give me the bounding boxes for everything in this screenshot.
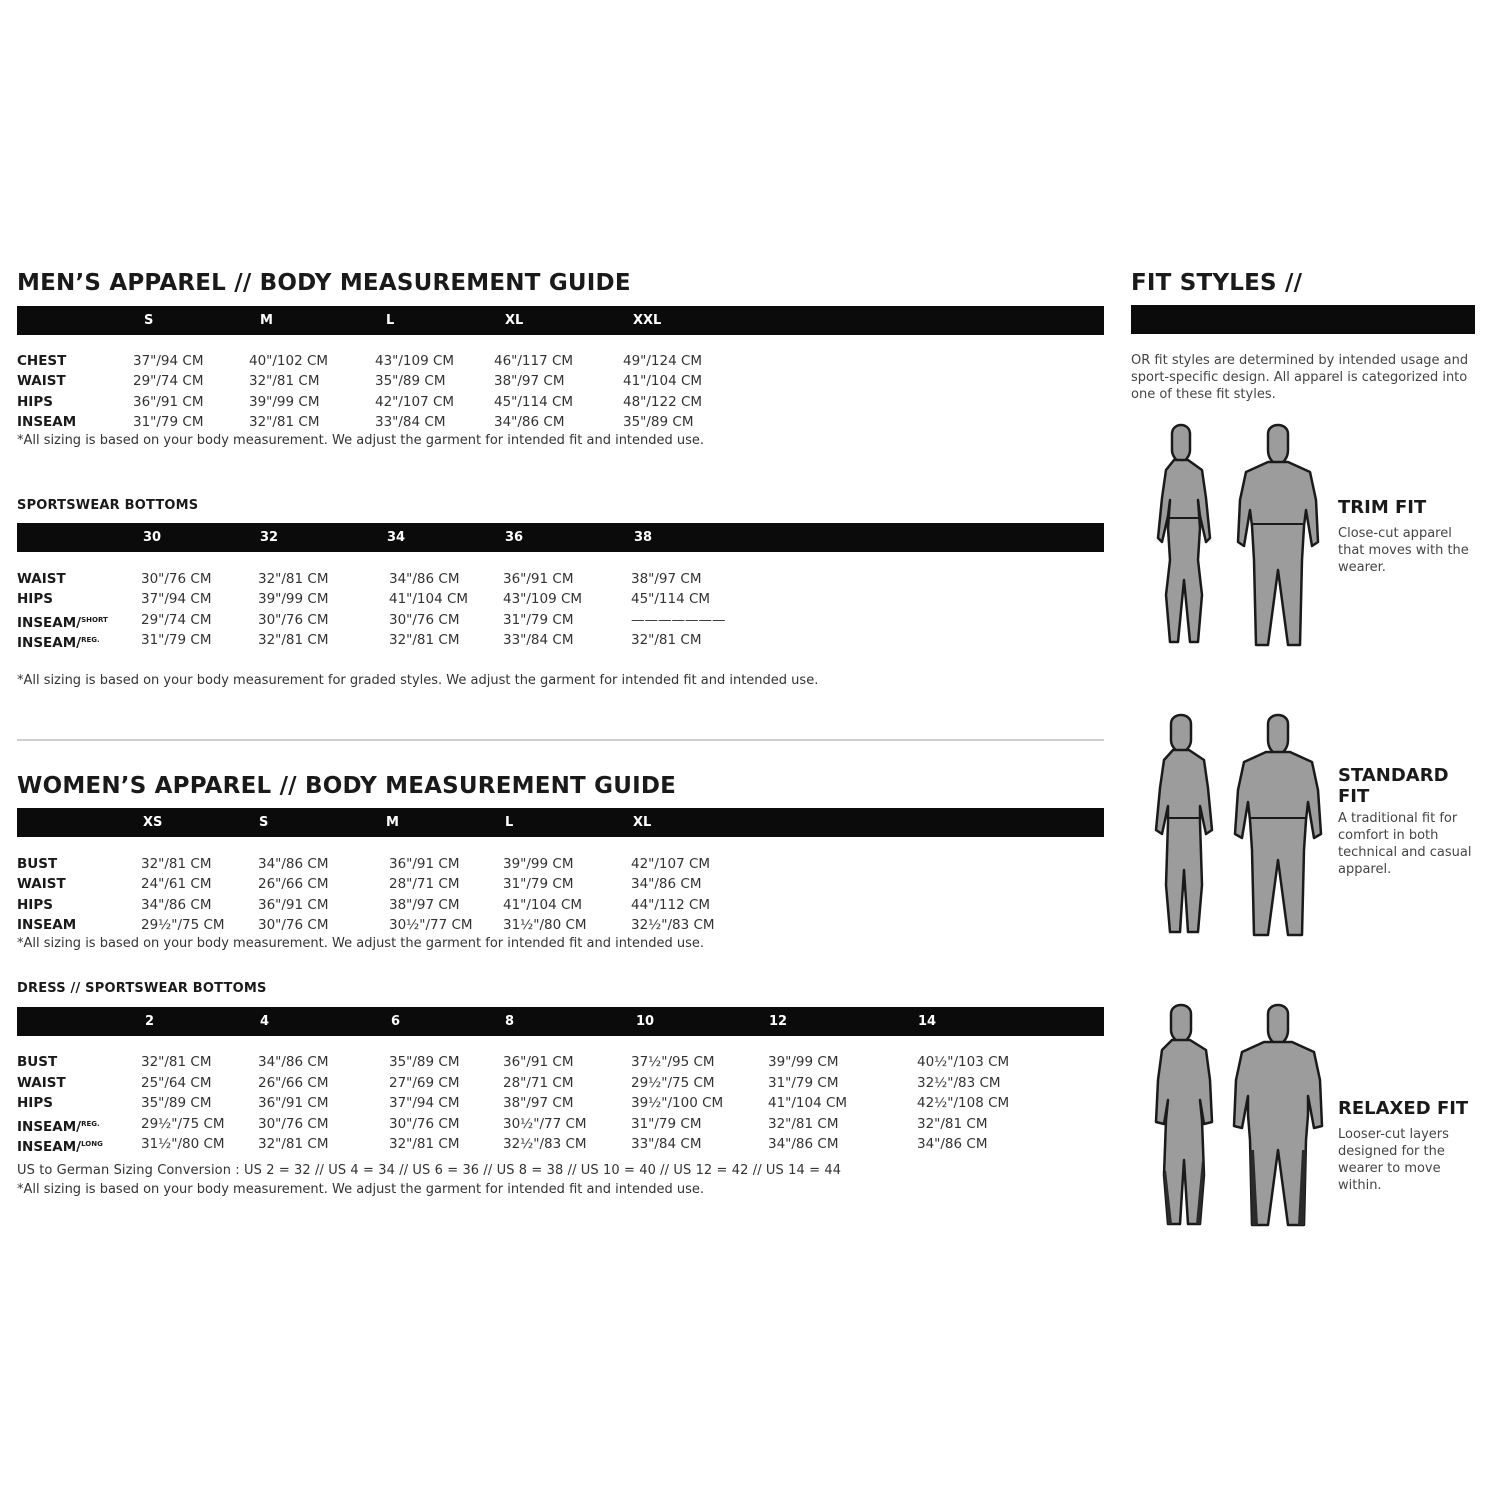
mens-size-xxl: XXL (633, 313, 662, 328)
womens-cell: 36"/91 CM (389, 856, 460, 872)
womens-bottoms-cell: 34"/86 CM (917, 1136, 988, 1152)
womens-size-m: M (386, 815, 399, 830)
womens-bottoms-row-label-text: INSEAM/ (17, 1139, 82, 1155)
mens-bottoms-row-label (17, 569, 66, 589)
womens-row (17, 874, 1104, 894)
mens-bottoms-row-label-text: INSEAM/ (17, 614, 82, 631)
womens-bottoms-cell: 30"/76 CM (389, 1115, 460, 1132)
mens-size-s: S (144, 313, 154, 328)
womens-bottoms-cell: 32"/81 CM (258, 1136, 329, 1152)
womens-bottoms-row (17, 1093, 1104, 1113)
womens-bottoms-cell: 26"/66 CM (258, 1074, 329, 1091)
mens-bottoms-row-label-suffix: SHORT (81, 615, 108, 624)
mens-bottoms-row (17, 589, 1104, 609)
womens-size-l: L (505, 815, 514, 830)
mens-row-label (17, 412, 76, 432)
mens-bottoms-cell: 30"/76 CM (258, 611, 329, 628)
mens-cell: 46"/117 CM (494, 353, 574, 369)
mens-bottoms-cell: 32"/81 CM (631, 631, 702, 648)
womens-bottoms-size-12: 12 (769, 1014, 788, 1029)
womens-bottoms-row-label-text: INSEAM/ (17, 1118, 82, 1135)
womens-cell: 29½"/75 CM (141, 916, 225, 933)
mens-bottoms-cell: 32"/81 CM (258, 571, 329, 587)
womens-cell: 41"/104 CM (503, 896, 583, 913)
womens-bottoms-cell: 32"/81 CM (917, 1115, 988, 1132)
womens-guide-title: WOMEN’S APPAREL // BODY MEASUREMENT GUIDE (17, 773, 677, 799)
womens-bottoms-size-8: 8 (505, 1014, 515, 1029)
mens-row (17, 351, 1104, 371)
trim-fit-figures-icon (1128, 420, 1333, 652)
mens-bottoms-title: SPORTSWEAR BOTTOMS (17, 498, 199, 513)
mens-bottoms-cell: 33"/84 CM (503, 631, 574, 648)
fit-styles-bar (1131, 305, 1475, 334)
mens-bottoms-cell: 34"/86 CM (389, 571, 460, 587)
womens-bottoms-row-label-suffix: LONG (81, 1140, 103, 1148)
mens-row-label-text: INSEAM (17, 413, 77, 430)
womens-bottoms-cell: 35"/89 CM (389, 1054, 460, 1070)
mens-cell: 33"/84 CM (375, 413, 446, 430)
womens-bottoms-cell: 27"/69 CM (389, 1074, 460, 1091)
womens-row (17, 895, 1104, 915)
womens-bottoms-row-label-text: WAIST (17, 1074, 66, 1091)
mens-row-label (17, 392, 53, 412)
mens-cell: 37"/94 CM (133, 353, 204, 369)
womens-size-xl: XL (633, 815, 652, 830)
mens-cell: 35"/89 CM (623, 413, 694, 430)
mens-bottoms-cell: 38"/97 CM (631, 571, 702, 587)
mens-size-l: L (386, 313, 395, 328)
mens-bottoms-row-label (17, 630, 100, 653)
mens-bottoms-cell: 45"/114 CM (631, 591, 711, 608)
womens-cell: 31½"/80 CM (503, 916, 587, 933)
fit-styles-title: FIT STYLES // (1131, 270, 1303, 296)
mens-bottoms-row-label-text: WAIST (17, 571, 66, 587)
mens-cell: 43"/109 CM (375, 353, 455, 369)
mens-size-m: M (260, 313, 273, 328)
mens-cell: 36"/91 CM (133, 393, 204, 410)
womens-bottoms-row-label (17, 1134, 103, 1157)
mens-bottoms-cell: 29"/74 CM (141, 611, 212, 628)
womens-bottoms-row-label (17, 1073, 66, 1093)
womens-bottoms-row-label (17, 1052, 57, 1072)
mens-bottoms-cell: 30"/76 CM (141, 571, 212, 587)
mens-row-label-text: WAIST (17, 373, 66, 390)
womens-bottoms-cell: 28"/71 CM (503, 1074, 574, 1091)
mens-guide-title: MEN’S APPAREL // BODY MEASUREMENT GUIDE (17, 270, 631, 296)
mens-bottoms-cell: 31"/79 CM (503, 611, 574, 628)
womens-bottoms-row-label (17, 1093, 53, 1113)
womens-row-label (17, 895, 53, 915)
trim-fit-desc: Close-cut apparel that moves with the wearer. (1338, 526, 1469, 575)
womens-row (17, 915, 1104, 935)
womens-bottoms-cell: 34"/86 CM (258, 1054, 329, 1070)
relaxed-fit-figures-icon (1128, 1000, 1333, 1232)
mens-bottoms-row (17, 630, 1104, 650)
womens-cell: 34"/86 CM (631, 876, 702, 893)
womens-size-s: S (259, 815, 269, 830)
mens-bottoms-row-label-suffix: REG. (81, 635, 100, 644)
sizing-conversion: US to German Sizing Conversion : US 2 = 32 // US 4 = 34 // US 6 = 36 // US 8 = 38 // US 10 = 40 // US 12 = 42 // US 14 = 44 (17, 1163, 842, 1178)
womens-cell: 38"/97 CM (389, 896, 460, 913)
womens-row-label (17, 874, 66, 894)
mens-note: *All sizing is based on your body measurement. We adjust the garment for intended fit and intended use. (17, 433, 705, 448)
standard-fit-figures-icon (1128, 710, 1333, 942)
standard-fit-title: STANDARD FIT (1338, 765, 1449, 807)
mens-bottoms-row-label-text: HIPS (17, 591, 53, 608)
womens-row-label (17, 854, 57, 874)
womens-size-header (17, 808, 1104, 837)
mens-bottoms-size-38: 38 (634, 530, 653, 545)
womens-bottoms-cell: 30"/76 CM (258, 1115, 329, 1132)
womens-bottoms-cell: 29½"/75 CM (631, 1074, 715, 1091)
womens-bottoms-cell: 39"/99 CM (768, 1054, 839, 1070)
mens-bottoms-cell: ——————— (631, 611, 726, 628)
womens-bottoms-row (17, 1134, 1104, 1154)
mens-cell: 39"/99 CM (249, 393, 320, 410)
mens-bottoms-cell: 41"/104 CM (389, 591, 469, 608)
mens-bottoms-row-label-text: INSEAM/ (17, 634, 82, 651)
mens-bottoms-row (17, 569, 1104, 589)
womens-bottoms-cell: 31"/79 CM (768, 1074, 839, 1091)
womens-bottoms-cell: 42½"/108 CM (917, 1095, 1010, 1111)
womens-bottoms-row (17, 1073, 1104, 1093)
mens-cell: 29"/74 CM (133, 373, 204, 390)
womens-cell: 30½"/77 CM (389, 916, 473, 933)
womens-cell: 39"/99 CM (503, 856, 574, 872)
womens-row-label-text: BUST (17, 856, 58, 872)
womens-cell: 30"/76 CM (258, 916, 329, 933)
mens-cell: 41"/104 CM (623, 373, 703, 390)
womens-bottoms-cell: 31"/79 CM (631, 1115, 702, 1132)
womens-bottoms-cell: 31½"/80 CM (141, 1136, 225, 1152)
relaxed-fit-title: RELAXED FIT (1338, 1098, 1469, 1119)
mens-bottoms-cell: 43"/109 CM (503, 591, 583, 608)
womens-bottoms-cell: 36"/91 CM (258, 1095, 329, 1111)
mens-bottoms-cell: 30"/76 CM (389, 611, 460, 628)
mens-cell: 42"/107 CM (375, 393, 455, 410)
womens-bottoms-cell: 32"/81 CM (768, 1115, 839, 1132)
mens-bottoms-row-label (17, 589, 53, 609)
womens-cell: 31"/79 CM (503, 876, 574, 893)
womens-bottoms-cell: 32"/81 CM (141, 1054, 212, 1070)
womens-bottoms-size-header (17, 1007, 1104, 1036)
womens-bottoms-cell: 25"/64 CM (141, 1074, 212, 1091)
mens-bottoms-note: *All sizing is based on your body measurement for graded styles. We adjust the garment for intended fit and intended use. (17, 673, 819, 688)
womens-bottoms-row (17, 1114, 1104, 1134)
womens-bottoms-cell: 34"/86 CM (768, 1136, 839, 1152)
womens-cell: 28"/71 CM (389, 876, 460, 893)
womens-bottoms-cell: 30½"/77 CM (503, 1115, 587, 1132)
womens-bottoms-cell: 33"/84 CM (631, 1136, 702, 1152)
mens-row-label-text: CHEST (17, 353, 67, 369)
mens-row-label (17, 371, 66, 391)
mens-row-label (17, 351, 66, 371)
womens-bottoms-cell: 32"/81 CM (389, 1136, 460, 1152)
mens-bottoms-size-header (17, 523, 1104, 552)
womens-row-label-text: HIPS (17, 896, 53, 913)
womens-cell: 44"/112 CM (631, 896, 711, 913)
womens-bottoms-cell: 39½"/100 CM (631, 1095, 724, 1111)
womens-note: *All sizing is based on your body measurement. We adjust the garment for intended fit and intended use. (17, 936, 705, 951)
relaxed-fit-desc: Looser-cut layers designed for the wearer to move within. (1338, 1127, 1449, 1193)
womens-cell: 32½"/83 CM (631, 916, 715, 933)
womens-bottoms-size-2: 2 (145, 1014, 155, 1029)
mens-cell: 31"/79 CM (133, 413, 204, 430)
womens-cell: 26"/66 CM (258, 876, 329, 893)
womens-bottoms-cell: 37"/94 CM (389, 1095, 460, 1111)
womens-cell: 32"/81 CM (141, 856, 212, 872)
womens-row (17, 854, 1104, 874)
mens-cell: 35"/89 CM (375, 373, 446, 390)
womens-bottoms-size-10: 10 (636, 1014, 655, 1029)
mens-cell: 49"/124 CM (623, 353, 703, 369)
womens-row-label-text: INSEAM (17, 916, 77, 933)
mens-bottoms-cell: 32"/81 CM (389, 631, 460, 648)
mens-cell: 34"/86 CM (494, 413, 565, 430)
womens-bottoms-size-14: 14 (918, 1014, 937, 1029)
womens-bottoms-cell: 32½"/83 CM (503, 1136, 587, 1152)
mens-cell: 38"/97 CM (494, 373, 565, 390)
womens-bottoms-cell: 37½"/95 CM (631, 1054, 715, 1070)
mens-row (17, 392, 1104, 412)
womens-row-label-text: WAIST (17, 876, 66, 893)
fit-styles-intro: OR fit styles are determined by intended usage and sport-specific design. All apparel is categorized into one of these fit styles. (1131, 353, 1469, 402)
mens-bottoms-size-32: 32 (260, 530, 279, 545)
mens-bottoms-row (17, 610, 1104, 630)
mens-bottoms-size-34: 34 (387, 530, 406, 545)
mens-bottoms-cell: 32"/81 CM (258, 631, 329, 648)
mens-cell: 40"/102 CM (249, 353, 329, 369)
section-divider (17, 739, 1104, 741)
mens-row-label-text: HIPS (17, 393, 53, 410)
womens-bottoms-row-label-text: HIPS (17, 1095, 53, 1111)
womens-cell: 34"/86 CM (141, 896, 212, 913)
womens-bottoms-title: DRESS // SPORTSWEAR BOTTOMS (17, 981, 267, 996)
mens-bottoms-cell: 39"/99 CM (258, 591, 329, 608)
womens-bottoms-row (17, 1052, 1104, 1072)
womens-bottoms-note: *All sizing is based on your body measurement. We adjust the garment for intended fit and intended use. (17, 1182, 705, 1197)
womens-cell: 36"/91 CM (258, 896, 329, 913)
womens-bottoms-size-4: 4 (260, 1014, 270, 1029)
womens-cell: 42"/107 CM (631, 856, 711, 872)
mens-row (17, 412, 1104, 432)
womens-size-xs: XS (143, 815, 163, 830)
womens-bottoms-size-6: 6 (391, 1014, 401, 1029)
mens-bottoms-cell: 36"/91 CM (503, 571, 574, 587)
mens-cell: 32"/81 CM (249, 413, 320, 430)
womens-bottoms-row-label-text: BUST (17, 1054, 58, 1070)
mens-row (17, 371, 1104, 391)
mens-bottoms-size-36: 36 (505, 530, 524, 545)
womens-bottoms-cell: 38"/97 CM (503, 1095, 574, 1111)
mens-size-xl: XL (505, 313, 524, 328)
mens-size-header (17, 306, 1104, 335)
womens-bottoms-row-label-suffix: REG. (81, 1119, 100, 1128)
mens-cell: 48"/122 CM (623, 393, 703, 410)
womens-bottoms-cell: 32½"/83 CM (917, 1074, 1001, 1091)
womens-bottoms-cell: 29½"/75 CM (141, 1115, 225, 1132)
trim-fit-title: TRIM FIT (1338, 497, 1427, 518)
womens-bottoms-cell: 40½"/103 CM (917, 1054, 1010, 1070)
womens-row-label (17, 915, 76, 935)
mens-cell: 45"/114 CM (494, 393, 574, 410)
womens-bottoms-cell: 41"/104 CM (768, 1095, 848, 1111)
womens-bottoms-cell: 35"/89 CM (141, 1095, 212, 1111)
mens-bottoms-cell: 31"/79 CM (141, 631, 212, 648)
mens-bottoms-cell: 37"/94 CM (141, 591, 212, 608)
mens-bottoms-size-30: 30 (143, 530, 162, 545)
womens-cell: 34"/86 CM (258, 856, 329, 872)
mens-cell: 32"/81 CM (249, 373, 320, 390)
womens-cell: 24"/61 CM (141, 876, 212, 893)
standard-fit-desc: A traditional fit for comfort in both technical and casual apparel. (1338, 811, 1472, 877)
womens-bottoms-cell: 36"/91 CM (503, 1054, 574, 1070)
